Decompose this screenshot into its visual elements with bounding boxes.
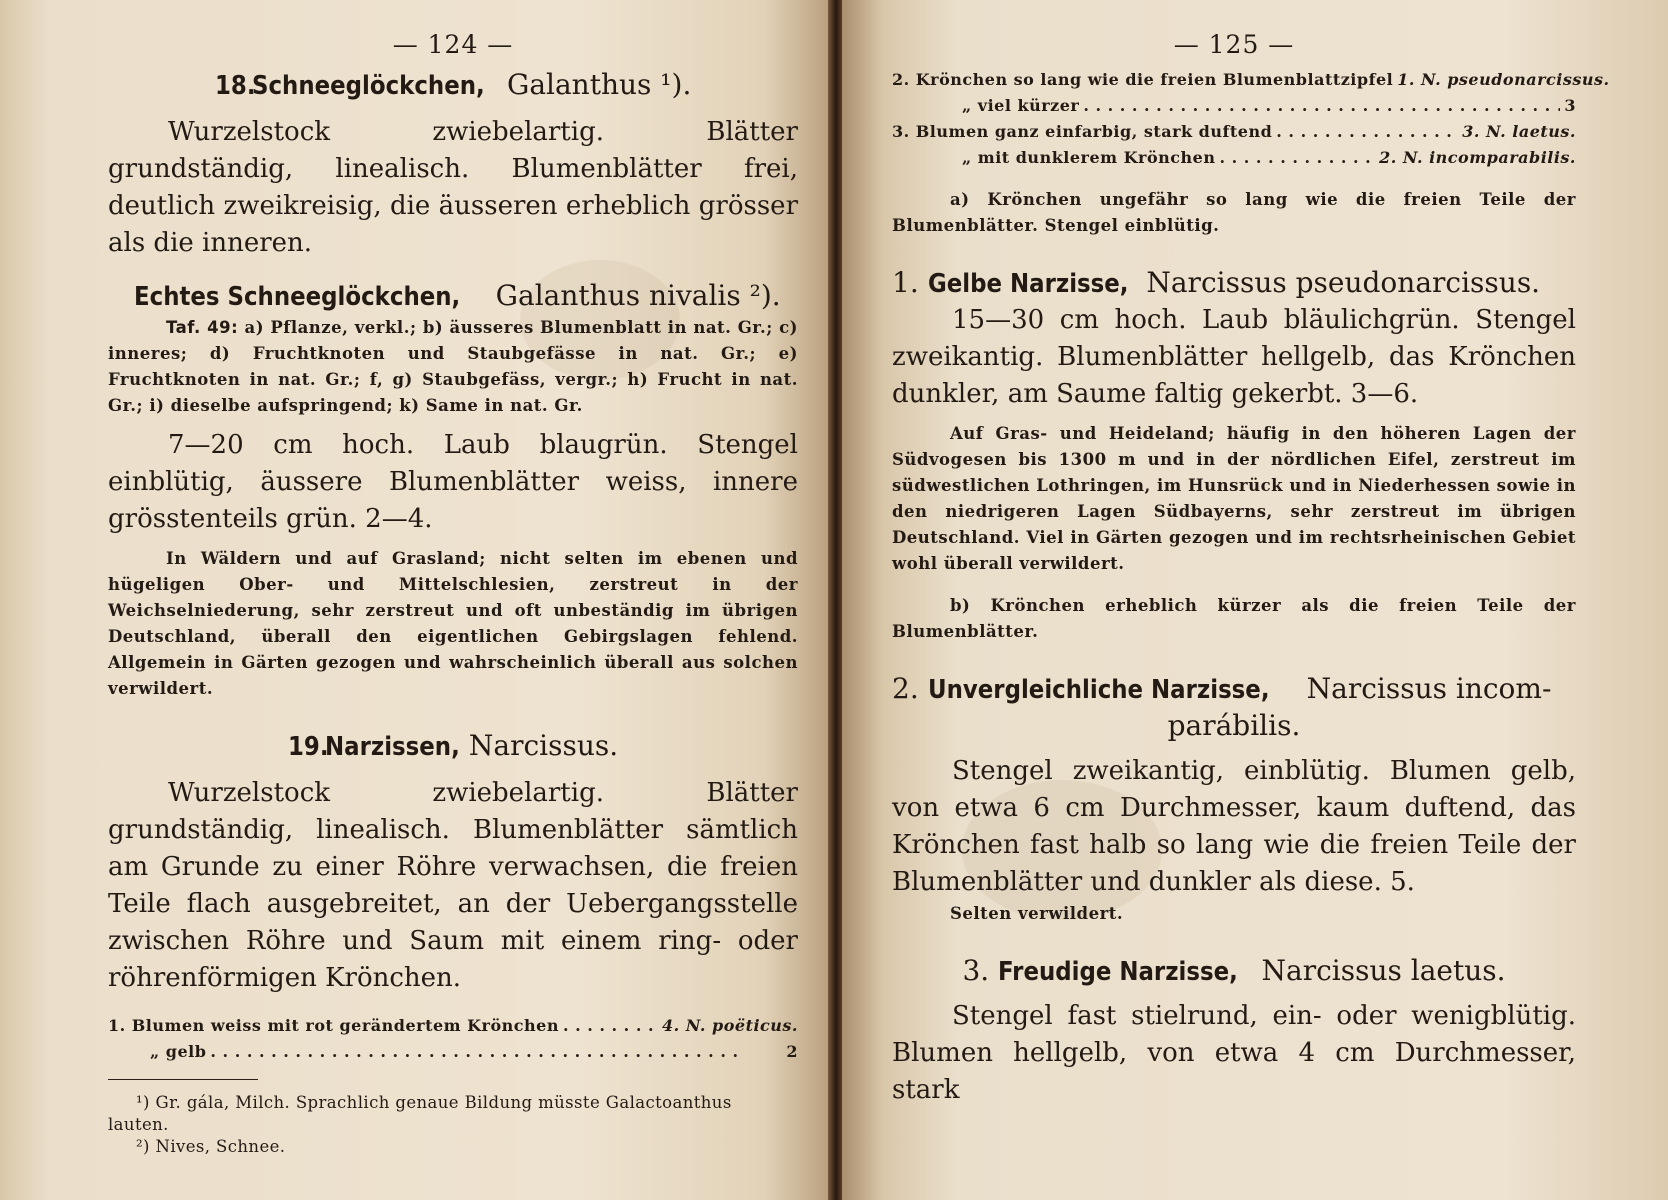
genus-19-description: Wurzelstock zwiebelartig. Blätter grundständig, linealisch. Blumenblätter sämtlich am Grunde zu einer Röhre verwachsen, die freien Teile flach ausgebreitet, an der Uebergangsstelle zwischen Röhre und Saum mit einem ring- oder röhrenförmigen Krönchen. (108, 777, 798, 993)
snowdrop-description: 7—20 cm hoch. Laub blaugrün. Stengel einblütig, äussere Blumenblätter weiss, innere grösstenteils grün. 2—4. (108, 429, 798, 534)
species-latin: Narcissus laetus. (1261, 953, 1506, 987)
key-line-1b: „ gelb . . . 2 (108, 1039, 798, 1065)
species-1-description: 15—30 cm hoch. Laub bläulichgrün. Stengel zweikantig. Blumenblätter hellgelb, das Krönchen dunkler, am Saume faltig gekerbt. 3—6. (892, 304, 1576, 409)
plate-label: Taf. 49: (166, 317, 239, 337)
key-line-2: 2. Krönchen so lang wie die freien Blumenblattzipfel 1. N. pseudonarcissus. (892, 70, 1610, 89)
species-number: 3. (962, 953, 990, 987)
genus-name: Narzissen, (324, 731, 460, 762)
key-line-1: 1. Blumen weiss mit rot gerändertem Krönchen . . . 4. N. poëticus. (108, 1013, 798, 1039)
species-2-habitat: Selten verwildert. (950, 903, 1124, 923)
genus-name: Schneeglöckchen, (251, 71, 485, 101)
group-b-text: b) Krönchen erheblich kürzer als die freien Teile der Blumenblätter. (892, 595, 1576, 641)
page-number-right: — 125 — (1173, 30, 1295, 59)
species-name: Freudige Narzisse, (998, 956, 1238, 987)
species-2-heading-cont: parábilis. (1167, 708, 1301, 742)
species-1-heading (892, 265, 1576, 302)
genus-19-heading (108, 728, 798, 765)
species-name: Unvergleichliche Narzisse, (927, 674, 1270, 705)
genus-latin: Narcissus. (468, 728, 619, 762)
genus-number: 19. (287, 731, 329, 762)
species-latin: Narcissus pseudonarcissus. (1146, 266, 1541, 299)
snowdrop-habitat: In Wäldern und auf Grasland; nicht selten im ebenen und hügeligen Ober- und Mittelschlesien, zerstreut in der Weichselniederung, sehr zerstreut und oft unbeständig im übrigen Deutschland, überall den eigentlichen Gebirgslagen fehlend. Allgemein in Gärten gezogen und wahrscheinlich überall aus solchen verwildert. (108, 548, 798, 698)
key-line-2b: „ viel kürzer . . . 3 (892, 93, 1576, 119)
species-number: 2. (892, 671, 919, 705)
left-page-text (108, 24, 798, 1158)
species-latin: Galanthus nivalis ²). (495, 278, 781, 312)
page-number-left: — 124 — (392, 30, 514, 59)
species-2-description: Stengel zweikantig, einblütig. Blumen gelb, von etwa 6 cm Durchmesser, kaum duftend, das Krönchen fast halb so lang wie die freien Teile der Blumenblätter und dunkler als diese. 5. (892, 755, 1576, 897)
species-name: Echtes Schneeglöckchen, (134, 281, 461, 312)
group-a-text: a) Krönchen ungefähr so lang wie die freien Teile der Blumenblätter. Stengel einblütig. (892, 190, 1576, 235)
species-snowdrop-heading (108, 278, 798, 315)
genus-latin: Galanthus ¹). (506, 68, 692, 101)
genus-18-description: Wurzelstock zwiebelartig. Blätter grundständig, linealisch. Blumenblätter frei, deutlich zweikreisig, die äusseren erheblich grösser als die inneren. (108, 116, 798, 258)
genus-18-heading (108, 67, 798, 104)
species-3-heading (892, 953, 1576, 990)
right-page-text (892, 24, 1610, 1109)
genus-number: 18. (214, 71, 256, 101)
footnote-1: ¹) Gr. gála, Milch. Sprachlich genaue Bildung müsste Galactoanthus lauten. (108, 1092, 732, 1134)
species-2-heading (892, 671, 1576, 708)
species-1-habitat: Auf Gras- und Heideland; häufig in den höheren Lagen der Südvogesen bis 1300 m und in der nördlichen Eifel, zerstreut im südwestlichen Lothringen, im Hunsrück und in Niederhessen sowie in den niedrigeren Lagen Südbayerns, sehr zerstreut im übrigen Deutschland. Viel in Gärten gezogen und im rechtsrheinischen Gebiet wohl überall verwildert. (892, 423, 1576, 573)
key-line-3b: „ mit dunklerem Krönchen . . . 2. N. incomparabilis. (892, 145, 1576, 171)
footnote-rule (108, 1079, 258, 1080)
species-3-description: Stengel fast stielrund, ein- oder wenigblütig. Blumen hellgelb, von etwa 4 cm Durchmesser, stark (892, 1000, 1576, 1105)
footnote-2: ²) Nives, Schnee. (136, 1136, 286, 1156)
species-number: 1. (892, 266, 919, 299)
plate-caption (108, 315, 798, 419)
species-latin: Narcissus incom- (1306, 671, 1552, 705)
key-line-3: 3. Blumen ganz einfarbig, stark duftend . . . 3. N. laetus. (892, 119, 1576, 145)
plate-text: a) Pflanze, verkl.; b) äusseres Blumenblatt in nat. Gr.; c) inneres; d) Fruchtknoten und Staubgefässe in nat. Gr.; e) Fruchtknoten in nat. Gr.; f, g) Staubgefäss, vergr.; h) Frucht in nat. Gr.; i) dieselbe aufspringend; k) Same in nat. Gr. (108, 317, 798, 415)
species-name: Gelbe Narzisse, (927, 269, 1129, 299)
